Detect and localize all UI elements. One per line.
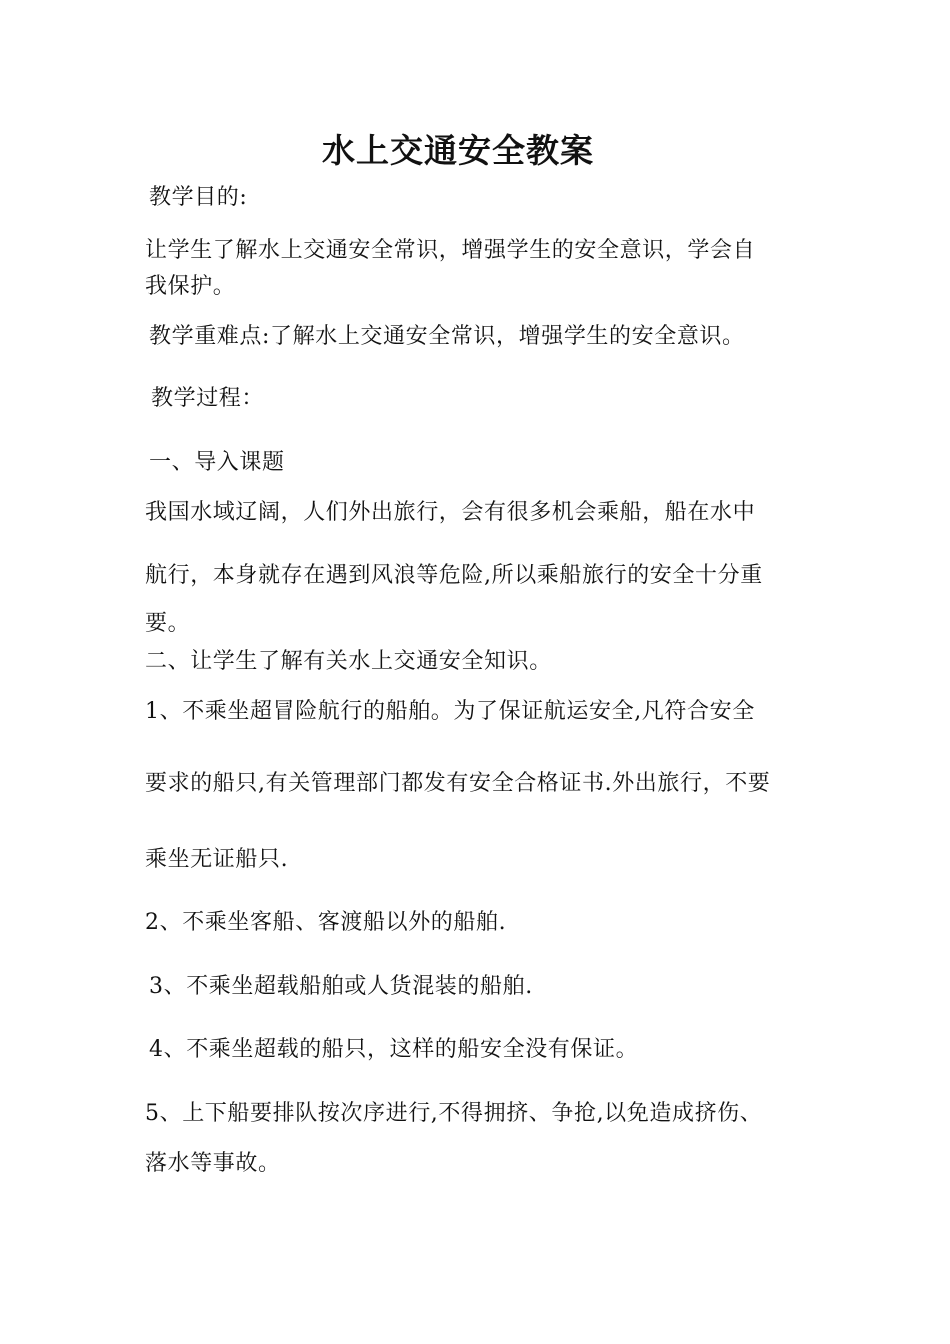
list-item-2: 2、不乘坐客船、客渡船以外的船舶.	[145, 910, 507, 935]
list-item-1: 1、不乘坐超冒险航行的船舶。为了保证航运安全,凡符合安全	[145, 699, 755, 724]
paragraph-line: 航行，本身就存在遇到风浪等危险,所以乘船旅行的安全十分重	[145, 563, 763, 588]
section-heading-1: 一、导入课题	[149, 450, 285, 475]
list-item-5: 5、上下船要排队按次序进行,不得拥挤、争抢,以免造成挤伤、	[145, 1101, 763, 1126]
paragraph-line: 让学生了解水上交通安全常识，增强学生的安全意识，学会自	[145, 238, 756, 263]
paragraph-line: 我国水域辽阔，人们外出旅行，会有很多机会乘船，船在水中	[145, 500, 756, 525]
document-title: 水上交通安全教案	[322, 131, 594, 170]
list-item-4: 4、不乘坐超载的船只，这样的船安全没有保证。	[149, 1037, 639, 1062]
list-item-1-cont: 乘坐无证船只.	[145, 847, 289, 872]
section-key-points: 教学重难点:了解水上交通安全常识，增强学生的安全意识。	[149, 324, 745, 349]
section-process-heading: 教学过程：	[151, 386, 265, 411]
list-item-5-cont: 落水等事故。	[145, 1151, 281, 1176]
section-objective-heading: 教学目的:	[149, 185, 248, 210]
section-heading-2: 二、让学生了解有关水上交通安全知识。	[145, 649, 552, 674]
list-item-1-cont: 要求的船只,有关管理部门都发有安全合格证书.外出旅行，不要	[145, 771, 771, 796]
list-item-3: 3、不乘坐超载船舶或人货混装的船舶.	[149, 974, 533, 999]
paragraph-line: 我保护。	[145, 274, 236, 299]
paragraph-line: 要。	[145, 611, 191, 636]
